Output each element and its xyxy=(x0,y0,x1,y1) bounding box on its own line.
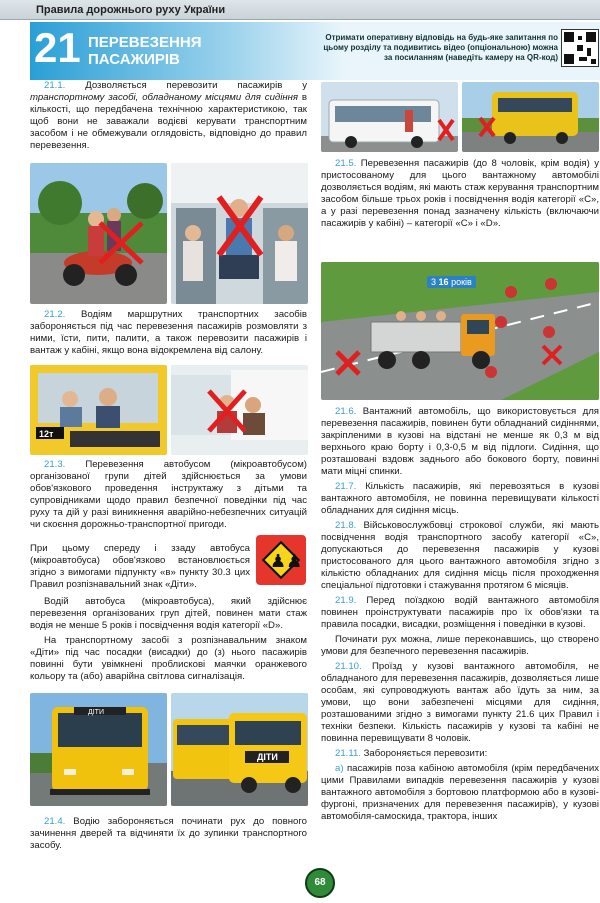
photo-bus-passengers-side xyxy=(321,82,458,152)
paragraph-21-3-driver: Водій автобуса (мікроавтобуса), який здійснює перевезення організованих груп дітей, повинен мати стаж водія не менше 5 років і посвідчення водія категорії «D». На транспортному засобі з розпізнавальним знаком «Діти» під час посадки (висадки) до (з) нього пасажирів повинні бути увімкнені проблискові маячки оранжевого кольору та (або) аварійна світлова сигналізація. xyxy=(30,596,307,682)
paragraph-21-3-sign-text: При цьому спереду і ззаду автобуса (мікроавтобуса) обов'язково встановлюється згідно з вимогами підпункту «в» пункту 30.3 цих Правил розпізнавальний знак «Діти». xyxy=(30,543,250,590)
paragraph-21-6-to-21-11: 21.6. Вантажний автомобіль, що використовується для перевезення пасажирів, повинен бути обладнаний сидіннями, закріпленими в кузові на відстані не менше як 0,3 м від верхнього краю борту і 0,3-0,5 м від підлоги. Сидіння, що розташовані вздовж заднього або бокового борту, повинні мати міцні спинки. 21.7. Кількість пасажирів, які перевозяться в кузові вантажного автомобіля, не повинна перевищувати кількості обладнаних для сидіння місць. 21.8. Військовослужбовці строкової служби, які мають посвідчення водія транспортного засобу категорії «С», допускаються до перевезення пасажирів у кузові пристосованого для цього вантажного автомобіля згідно з кількістю обладнаних для сидіння місць після проходження спеціальної підготовки і стажування протягом 6 місяців. 21.9. Перед поїздкою водій вантажного автомобіля повинен проінструктувати пасажирів про їх обов'язки та правила посадки, висадки, розміщення і поведінки в кузові. Починати рух можна, лише переконавшись, що створено умови для безпечного перевезення пасажирів. 21.10. Проїзд у кузові вантажного автомобіля, не обладнаного для перевезення пасажирів, дозволяється лише особам, які супроводжують вантаж або їдуть за ним, за умови, що вони забезпечені місцями для сидіння, розташованими згідно з вимогами пункту 21.6 цих Правил і техніки безпеки. Кількість пасажирів у кузові та кабіні не повинна перевищувати 8 чоловік. 21.11. Забороняється перевозити: а) пасажирів поза кабіною автомобіля (крім передбачених цими Правилами випадків перевезення пасажирів у кузові вантажного автомобіля з бортовою платформою або в кузові-фургоні, призначених для перевезення пасажирів), у кузові автомобіля-самоскида, трактора, інших xyxy=(321,406,599,822)
qr-code-icon[interactable] xyxy=(561,29,599,67)
section-number: 21 xyxy=(34,24,81,71)
photo-bus-interior xyxy=(171,163,308,304)
children-sign-icon: ♟♟ xyxy=(256,535,306,585)
section-title-line2: ПАСАЖИРІВ xyxy=(88,51,180,68)
taxi-label: 12т xyxy=(39,429,54,439)
qr-caption: Отримати оперативну відповідь на будь-яке запитання по цьому розділу та подивитись відео (опціональною) можна за посиланням (наведіть камеру на QR-код) xyxy=(323,33,558,62)
bus-side-label: ДІТИ xyxy=(257,752,278,762)
photo-scooter-passengers xyxy=(30,163,167,304)
photo-yellow-buses-side xyxy=(171,693,308,806)
section-title-line1: ПЕРЕВЕЗЕННЯ xyxy=(88,34,202,51)
paragraph-21-4: 21.4. Водію забороняється починати рух до повного зачинення дверей та відчиняти їх до зупинки транспортного засобу. xyxy=(30,816,307,851)
paragraph-21-2: 21.2. Водіям маршрутних транспортних засобів забороняється під час перевезення пасажирів розмовляти з ними, їсти, пити, палити, а також перевозити пасажирів і вантаж у кабіні, якщо вона відокремлена від салону. xyxy=(30,309,307,356)
paragraph-21-3: 21.3. Перевезення автобусом (мікроавтобусом) організованої групи дітей здійснюється за умови обов'язкового проведення інструктажу з дітьми та супровідниками щодо правил безпечної поведінки під час руху та дій у разі виникнення аварійно-небезпечних ситуацій чи скоєння дорожньо-транспортної пригоди. xyxy=(30,459,307,530)
bus-front-label: ДІТИ xyxy=(88,709,104,716)
photo-taxi-driver xyxy=(30,365,167,455)
paragraph-21-5: 21.5. Перевезення пасажирів (до 8 чоловік, крім водія) у пристосованому для цього вантажному автомобілі дозволяється водіям, які мають стаж керування транспортним засобом більше трьох років і посвідчення водія категорії «С», а у разі перевезення понад зазначену кількість (включаючи пасажирів у кабіні) – категорії «С» і «D». xyxy=(321,158,599,229)
photo-van-cabin xyxy=(171,365,308,455)
running-head: Правила дорожнього руху України xyxy=(0,0,600,20)
section-title xyxy=(88,34,201,68)
photo-bus-roadside xyxy=(462,82,599,152)
page-number-badge: 68 xyxy=(305,868,335,898)
age-badge: 3 16 років xyxy=(427,276,476,288)
paragraph-21-1: 21.1. Дозволяється перевозити пасажирів у транспортному засобі, обладнаному місцями для сидіння в кількості, що передбачена технічною характеристикою, так щоб вони не заважали водієві керувати транспортним засобом і не обмежували оглядовість, відповідно до правил перевезення. xyxy=(30,80,308,151)
photo-yellow-bus-front xyxy=(30,693,167,806)
